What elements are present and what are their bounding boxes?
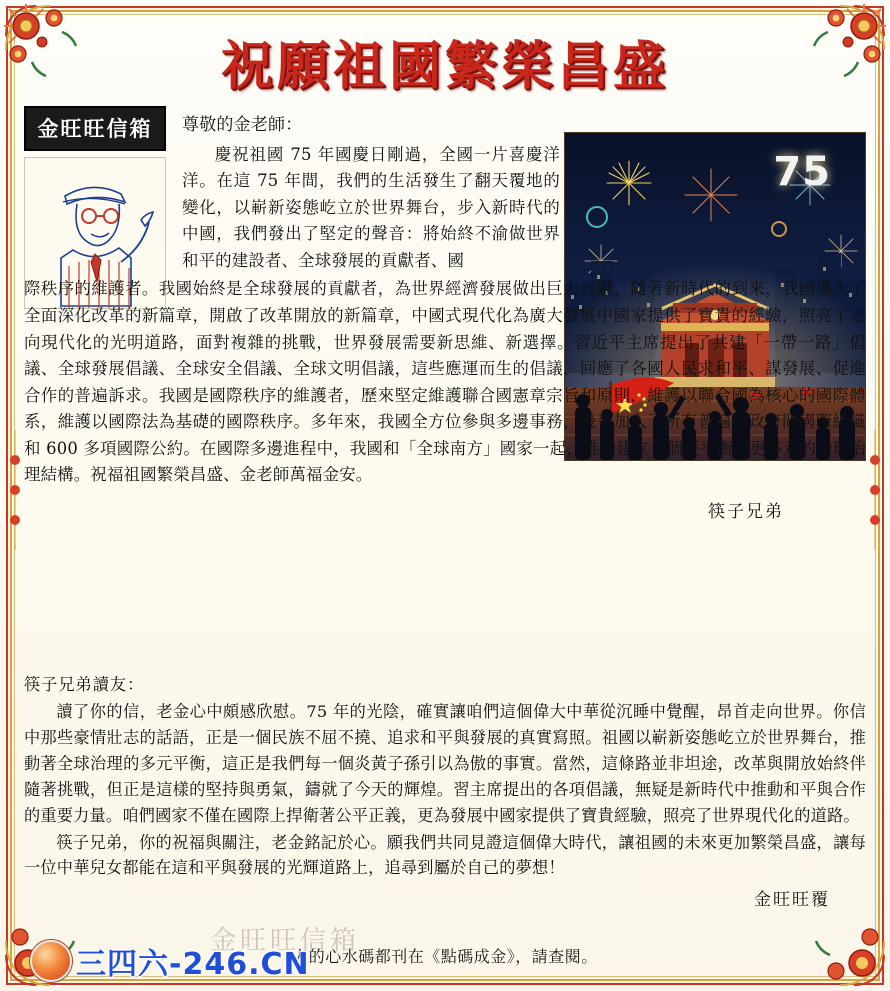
reply-body — [24, 672, 866, 915]
photo-overlay-number: 75 — [773, 149, 831, 195]
column-logo-label: 金旺旺信箱 — [24, 106, 166, 151]
reply-addressee: 筷子兄弟讀友： — [24, 675, 145, 694]
footer-note-ghost: 金旺旺信箱 — [210, 926, 361, 956]
watermark-ball-icon — [30, 940, 72, 982]
site-watermark — [30, 939, 310, 983]
letter-body — [24, 112, 866, 527]
page-title-text: 祝願祖國繁榮昌盛 — [220, 36, 669, 97]
footer-note: 人的心水碼都刊在《點碼成金》，請查閱。 — [292, 947, 598, 966]
watermark-domain-text: -246.CN — [169, 947, 310, 982]
reply-signature: 金旺旺覆 — [754, 890, 830, 911]
edge-flower-icon — [864, 430, 886, 554]
letter-salutation: 尊敬的金老師： — [182, 115, 303, 135]
letter-paragraph-top: 慶祝祖國 75 年國慶日剛過，全國一片喜慶洋洋。在這 75 年間，我們的生活發生了翻天覆地的變化，以嶄新姿態屹立於世界舞台，步入新時代的中國，我們發出了堅定的聲音：將始終不渝做世界和平的建設者、全球發展的貢獻者、國 — [182, 144, 560, 270]
watermark-text — [76, 939, 310, 983]
letter-paragraph-wrap: 際秩序的維護者。我國始終是全球發展的貢獻者，為世界經濟發展做出巨大貢獻，隨著新時代的到來，我國邁入了全面深化改革的新篇章，開啟了改革開放的新篇章，中國式現代化為廣大發展中國家提供了寶貴的經驗，照亮了走向現代化的光明道路，面對複雜的挑戰，世界發展需要新思維、新選擇。習近平主席提出了共建「一帶一路」倡議、全球發展倡議、全球安全倡議、全球文明倡議，這些應運而生的倡議，回應了各國人民求和平、謀發展、促進合作的普遍訴求。我國是國際秩序的維護者，歷來堅定維護聯合國憲章宗旨和原則，維護以聯合國為核心的國際體系，維護以國際法為基礎的國際秩序。多年來，我國全方位參與多邊事務，幾乎加入了所有普遍性政府間國際組織和 600 多項國際公約。在國際多邊進程中，我國和「全球南方」國家一起，推動建立一個更平衡、更多元的全球治理結構。祝福祖國繁榮昌盛、金老師萬福金安。 — [24, 279, 866, 485]
reply-paragraph-2: 筷子兄弟，你的祝福與關注，老金銘記於心。願我們共同見證這個偉大時代，讓祖國的未來更加繁榮昌盛，讓每一位中華兒女都能在這和平與發展的光輝道路上，追尋到屬於自己的夢想！ — [24, 832, 866, 878]
letter-signature: 筷子兄弟 — [708, 502, 784, 523]
page-title — [0, 24, 890, 99]
edge-flower-icon — [4, 430, 26, 554]
watermark-cn-text: 三四六 — [76, 947, 169, 982]
reply-paragraph-1: 讀了你的信，老金心中頗感欣慰。75 年的光陰，確實讓咱們這個偉大中華從沉睡中覺醒，昂首走向世界。你信中那些豪情壯志的話語，正是一個民族不屈不撓、追求和平與發展的真實寫照。祖國以嶄新姿態屹立於世界舞台，推動著全球治理的多元平衡，這正是我們每一個炎黃子孫引以為傲的事實。當然，這條路並非坦途，改革與開放始終伴隨著挑戰，但正是這樣的堅持與勇氣，鑄就了今天的輝煌。習主席提出的各項倡議，無疑是新時代中推動和平與合作的重要力量。咱們國家不僅在國際上捍衛著公平正義，更為發展中國家提供了寶貴經驗，照亮了世界現代化的道路。 — [24, 701, 866, 825]
